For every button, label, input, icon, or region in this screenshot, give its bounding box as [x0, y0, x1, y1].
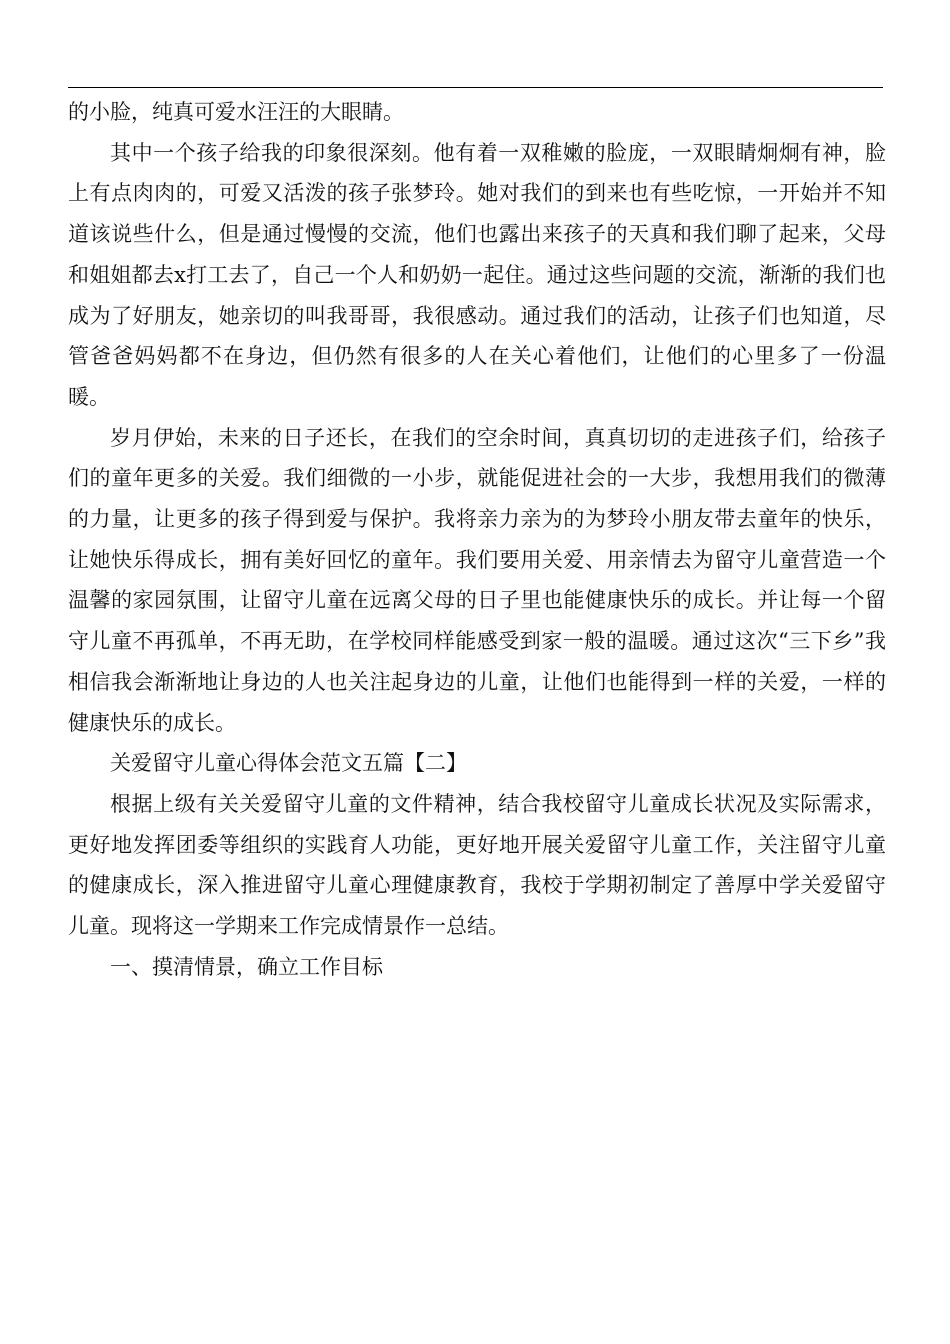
paragraph-school-work: 根据上级有关关爱留守儿童的文件精神，结合我校留守儿童成长状况及实际需求，更好地发挥团委等组织的实践育人功能，更好地开展关爱留守儿童工作，关注留守儿童的健康成长，深入推进留守儿童心理健康教育，我校于学期初制定了善厚中学关爱留守儿童。现将这一学期来工作完成情景作一总结。 [68, 791, 886, 939]
document-body [68, 92, 886, 987]
section-heading: 关爱留守儿童心得体会范文五篇【二】 [110, 751, 467, 776]
subsection-heading: 一、摸清情景，确立工作目标 [110, 954, 383, 979]
paragraph-reflection: 岁月伊始，未来的日子还长，在我们的空余时间，真真切切的走进孩子们，给孩子们的童年更多的关爱。我们细微的一小步，就能促进社会的一大步，我想用我们的微薄的力量，让更多的孩子得到爱与保护。我将亲力亲为的为梦玲小朋友带去童年的快乐，让她快乐得成长，拥有美好回忆的童年。我们要用关爱、用亲情去为留守儿童营造一个温馨的家园氛围，让留守儿童在远离父母的日子里也能健康快乐的成长。并让每一个留守儿童不再孤单，不再无助，在学校同样能感受到家一般的温暖。通过这次“三下乡”我相信我会渐渐地让身边的人也关注起身边的儿童，让他们也能得到一样的关爱，一样的健康快乐的成长。 [68, 425, 886, 735]
header-rule [68, 87, 883, 88]
paragraph-continuation: 的小脸，纯真可爱水汪汪的大眼睛。 [68, 100, 404, 124]
paragraph-child-impression: 其中一个孩子给我的印象很深刻。他有着一双稚嫩的脸庞，一双眼睛炯炯有神，脸上有点肉肉的，可爱又活泼的孩子张梦玲。她对我们的到来也有些吃惊，一开始并不知道该说些什么，但是通过慢慢的交流，他们也露出来孩子的天真和我们聊了起来，父母和姐姐都去x打工去了，自己一个人和奶奶一起住。通过这些问题的交流，渐渐的我们也成为了好朋友，她亲切的叫我哥哥，我很感动。通过我们的活动，让孩子们也知道，尽管爸爸妈妈都不在身边，但仍然有很多的人在关心着他们，让他们的心里多了一份温暖。 [68, 140, 886, 409]
